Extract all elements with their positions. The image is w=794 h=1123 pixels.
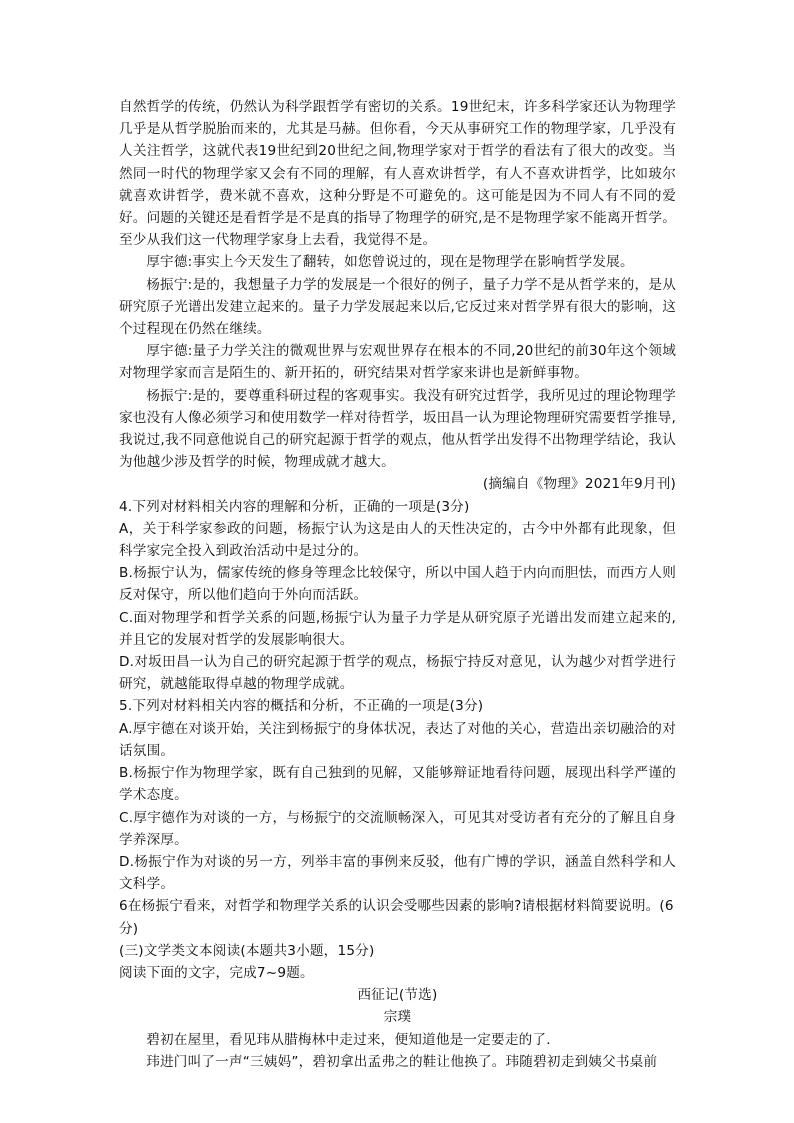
question-6-stem: 6在杨振宁看来，对哲学和物理学关系的认识会受哪些因素的影响?请根据材料简要说明。(6分) [119, 898, 674, 937]
question-5-stem: 5.下列对材料相关内容的概括和分析，不正确的一项是(3分) [119, 698, 484, 715]
passage-paragraph-4: 厚宇德:量子力学关注的微观世界与宏观世界存在根本的不同,20世纪的前30年这个领域对物理学家而言是陌生的、新开拓的，研究结果对哲学家来讲也是新鲜事物。 [119, 343, 676, 382]
question-4-option-a: A，关于科学家参政的问题，杨振宁认为这是由人的天性决定的，古今中外都有此现象，但科学家完全投入到政治活动中是过分的。 [119, 520, 676, 560]
passage-paragraph-1: 自然哲学的传统，仍然认为科学跟哲学有密切的关系。19世纪末，许多科学家还认为物理学几乎是从哲学脱胎而来的，尤其是马赫。但你看，今天从事研究工作的物理学家，几乎没有人关注哲学，这就代表19世纪到20世纪之间,物理学家对于哲学的看法有了很大的改变。当然同一时代的物理学家又会有不同的理解，有人喜欢讲哲学，有人不喜欢讲哲学，比如玻尔就喜欢讲哲学，费米就不喜欢，这种分野是不可避免的。这可能是因为不同人有不同的爱好。问题的关键还是看哲学是不是真的指导了物理学的研究,是不是物理学家不能离开哲学。至少从我们这一代物理学家身上去看，我觉得不是。 [119, 99, 676, 249]
question-4-option-c: C.面对物理学和哲学关系的问题,杨振宁认为量子力学是从研究原子光谱出发而建立起来的,并且它的发展对哲学的发展影响很大。 [119, 609, 676, 648]
question-5-option-d: D.杨振宁作为对谈的另一方，列举丰富的事例来反驳，他有广博的学识，涵盖自然科学和人文科学。 [119, 853, 676, 893]
passage-paragraph-3: 杨振宁:是的，我想量子力学的发展是一个很好的例子，量子力学不是从哲学来的，是从研究原子光谱出发建立起来的。量子力学发展起来以后,它反过来对哲学界有很大的影响，这个过程现在仍然在继续。 [119, 276, 676, 338]
question-4-stem: 4.下列对材料相关内容的理解和分析，正确的一项是(3分) [119, 498, 470, 515]
passage-paragraph-2: 厚宇德:事实上今天发生了翻转，如您曾说过的，现在是物理学在影响哲学发展。 [146, 254, 634, 271]
question-5-option-c: C.厚宇德作为对谈的一方，与杨振宁的交流顺畅深入，可见其对受访者有充分的了解且自身学养深厚。 [119, 809, 676, 848]
story-author: 宗璞 [383, 1009, 412, 1026]
story-title: 西征记(节选) [357, 987, 438, 1004]
question-5-option-b: B.杨振宁作为物理学家，既有自己独到的见解，又能够辩证地看待问题，展现出科学严谨的学术态度。 [119, 765, 676, 804]
passage-paragraph-5: 杨振宁:是的，要尊重科研过程的客观事实。我没有研究过哲学，我所见过的理论物理学家也没有人像必须学习和使用数学一样对待哲学，坂田昌一认为理论物理研究需要哲学推导,我说过,我不同意他说自己的研究起源于哲学的观点，他从哲学出发得不出物理学结论，我认为他越少涉及哲学的时候，物理成就才越大。 [119, 387, 676, 471]
story-paragraph-1: 碧初在屋里，看见玮从腊梅林中走过来，便知道他是一定要走的了. [146, 1031, 551, 1048]
question-4-option-d: D.对坂田昌一认为自己的研究起源于哲学的观点，杨振宁持反对意见，认为越少对哲学进行研究，就越能取得卓越的物理学成就。 [119, 654, 676, 693]
passage-source: (摘编自《物理》2021年9月刊) [482, 476, 676, 493]
question-4-option-b: B.杨振宁认为，儒家传统的修身等理念比较保守，所以中国人趋于内向而胆怯，而西方人则反对保守，所以他们趋向于外向而活跃。 [119, 565, 676, 604]
story-paragraph-2: 玮进门叫了一声“三姨妈”，碧初拿出孟弗之的鞋让他换了。玮随碧初走到姨父书桌前 [146, 1053, 658, 1070]
document-page [119, 96, 676, 1073]
question-5-option-a: A.厚宇德在对谈开始，关注到杨振宁的身体状况，表达了对他的关心，营造出亲切融洽的对话氛围。 [119, 720, 676, 759]
section-3-heading: (三)文学类文本阅读(本题共3小题，15分) [119, 942, 375, 959]
section-3-instruction: 阅读下面的文字，完成7~9题。 [119, 964, 314, 981]
